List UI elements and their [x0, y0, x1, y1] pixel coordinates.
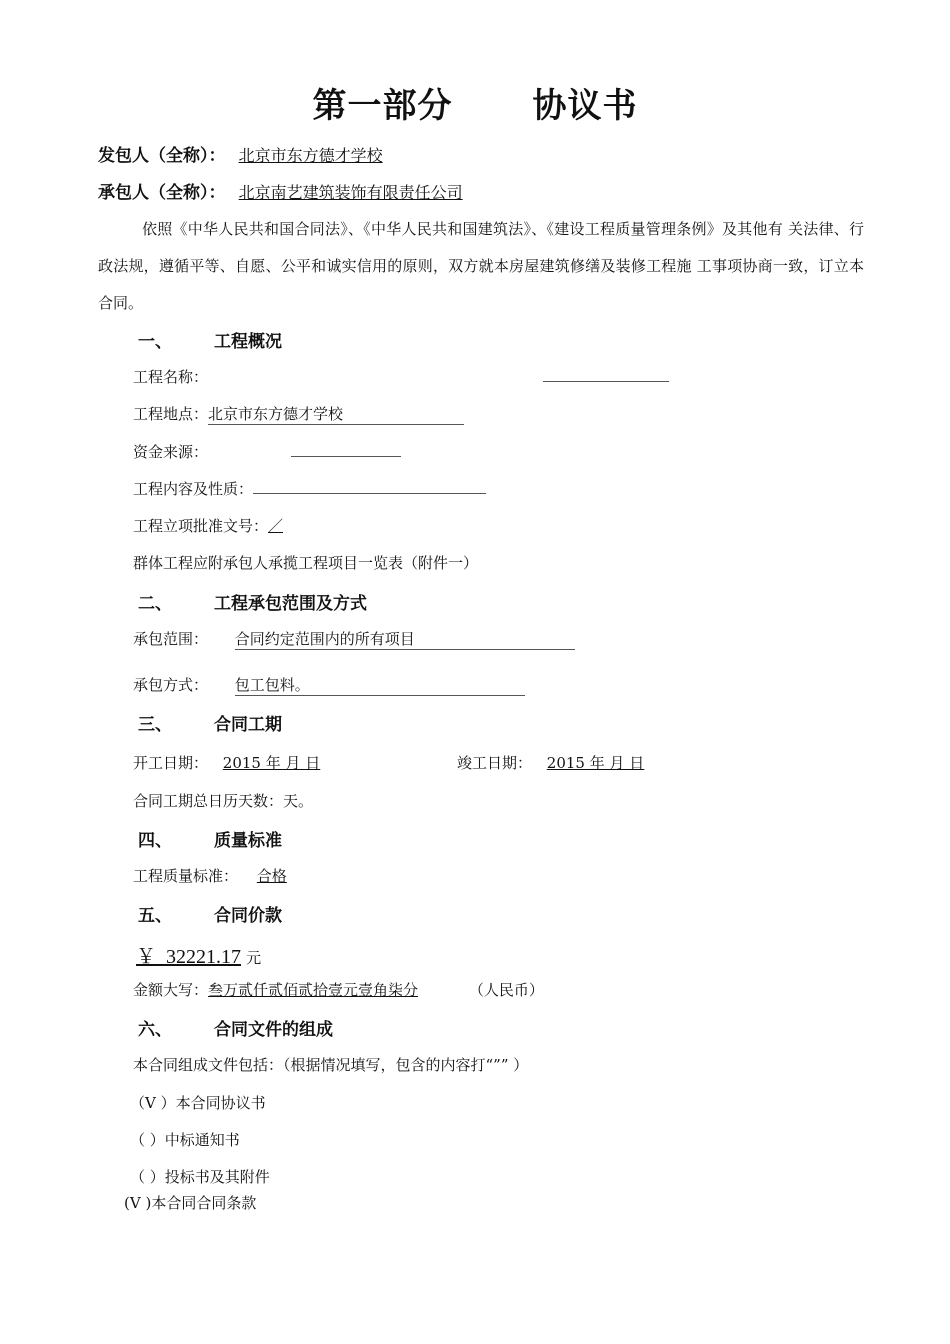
section-title: 合同价款 [214, 906, 282, 926]
document-item [124, 1192, 256, 1213]
project-name-label: 工程名称： [133, 368, 209, 386]
content-blank [253, 493, 486, 494]
scope-range-field [235, 628, 575, 650]
amount-words-value: 叁万贰仟贰佰贰拾壹元壹角柒分 [208, 981, 419, 999]
document-check-mark: (V ) [124, 1194, 152, 1212]
project-location-value: 北京市东方德才学校 [208, 405, 344, 423]
start-date-value: 2015 年 月 日 [222, 754, 321, 772]
project-name-row [133, 366, 669, 387]
employer-label: 发包人（全称）： [98, 146, 226, 166]
start-date-row [133, 752, 320, 773]
scope-range-label: 承包范围： [133, 630, 209, 648]
section-heading-1 [138, 327, 282, 352]
section-heading-4 [138, 826, 282, 851]
contractor-label: 承包人（全称）： [98, 183, 226, 203]
scope-method-label: 承包方式： [133, 676, 209, 694]
scope-method-value: 包工包料。 [234, 676, 310, 694]
document-item-text: 投标书及其附件 [164, 1168, 270, 1186]
section-title: 工程概况 [214, 332, 282, 352]
group-note: 群体工程应附承包人承揽工程项目一览表（附件一） [133, 554, 479, 572]
price-unit: 元 [246, 949, 262, 967]
project-name-blank [543, 381, 669, 382]
section-heading-6 [138, 1015, 333, 1040]
approval-label: 工程立项批准文号： [133, 517, 269, 535]
quality-label: 工程质量标准： [133, 867, 239, 885]
section-number: 一、 [138, 332, 172, 352]
amount-words-label: 金额大写： [133, 981, 209, 999]
project-location-field [208, 403, 464, 425]
funding-row [133, 441, 401, 462]
document-item-text: 本合同合同条款 [151, 1194, 257, 1212]
document-check-mark: （ ） [130, 1131, 165, 1149]
section-number: 四、 [138, 831, 172, 851]
document-item [130, 1129, 240, 1150]
page-title [0, 78, 950, 127]
scope-method-field [235, 674, 525, 696]
project-location-row [133, 403, 464, 425]
title-name: 协议书 [532, 86, 638, 126]
funding-label: 资金来源： [133, 443, 209, 461]
document-item [130, 1092, 266, 1113]
project-location-label: 工程地点： [133, 405, 209, 423]
end-date-label: 竣工日期： [457, 754, 533, 772]
amount-words-row [133, 979, 544, 1000]
section-heading-3 [138, 710, 282, 735]
section-number: 三、 [138, 715, 172, 735]
scope-method-row [133, 674, 525, 696]
start-date-label: 开工日期： [133, 754, 209, 772]
quality-value: 合格 [256, 867, 287, 885]
employer-value: 北京市东方德才学校 [238, 146, 383, 165]
section-title: 工程承包范围及方式 [214, 594, 367, 614]
section-number: 二、 [138, 594, 172, 614]
document-check-mark: （ ） [130, 1168, 165, 1186]
price-amount: 32221.17 [166, 946, 241, 968]
document-item [130, 1166, 270, 1187]
document-item-text: 本合同协议书 [175, 1094, 266, 1112]
scope-range-row [133, 628, 575, 650]
end-date-row [457, 752, 644, 773]
employer-row [98, 141, 383, 166]
approval-value: ／ [268, 517, 284, 535]
price-row [136, 940, 261, 969]
price-amount-field [136, 946, 241, 968]
section-title: 合同工期 [214, 715, 282, 735]
content-label: 工程内容及性质： [133, 480, 254, 498]
quality-row [133, 865, 287, 886]
document-item-text: 中标通知书 [164, 1131, 240, 1149]
approval-row [133, 515, 283, 536]
funding-blank [291, 456, 401, 457]
intro-paragraph: 依照《中华人民共和国合同法》、《中华人民共和国建筑法》、《建设工程质量管理条例》及其他有 关法律、行政法规，遵循平等、自愿、公平和诚实信用的原则，双方就本房屋建筑修缮及装修工程施 工事项协商一致，订立本合同。 [98, 220, 864, 312]
contractor-row [98, 178, 463, 203]
end-date-value: 2015 年 月 日 [546, 754, 645, 772]
total-days: 合同工期总日历天数：天。 [133, 792, 314, 810]
contractor-value: 北京南艺建筑装饰有限责任公司 [238, 183, 463, 202]
document-check-mark: （V ） [130, 1094, 176, 1112]
scope-range-value: 合同约定范围内的所有项目 [234, 630, 415, 648]
section-number: 五、 [138, 906, 172, 926]
section-heading-5 [138, 901, 282, 926]
currency-symbol: ￥ [136, 946, 156, 968]
section-number: 六、 [138, 1020, 172, 1040]
section-title: 合同文件的组成 [214, 1020, 333, 1040]
section-title: 质量标准 [214, 831, 282, 851]
section-heading-2 [138, 589, 367, 614]
title-part: 第一部分 [312, 86, 453, 126]
documents-intro: 本合同组成文件包括：（根据情况填写，包含的内容打“”” ） [133, 1056, 529, 1074]
currency-note: （人民币） [468, 981, 544, 999]
content-row [133, 478, 486, 499]
